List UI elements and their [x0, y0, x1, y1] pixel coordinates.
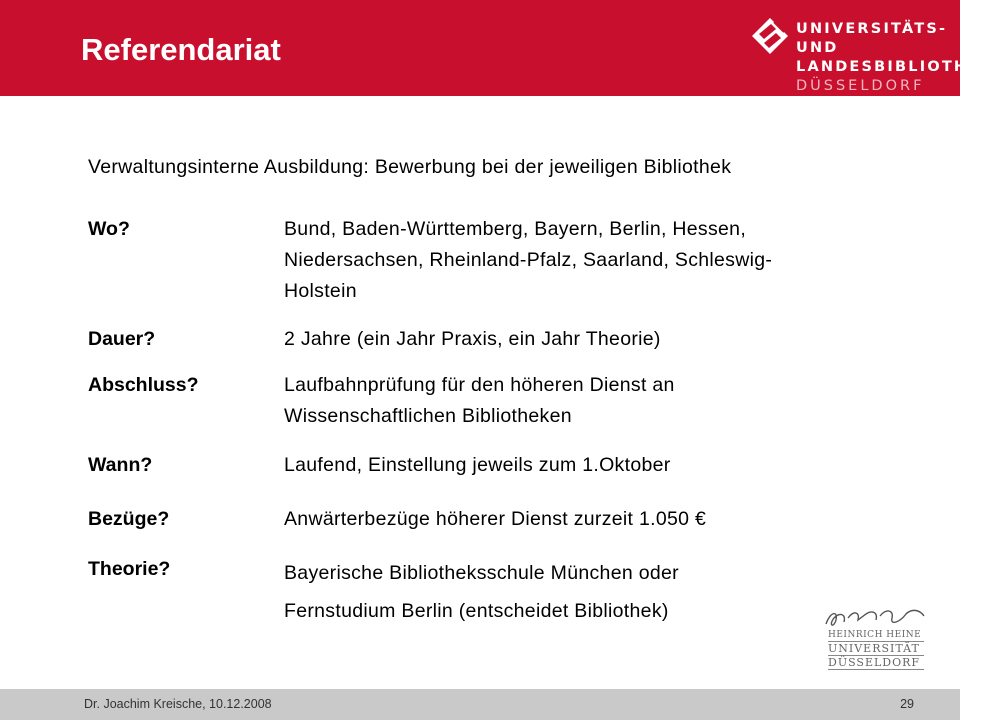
- library-logo: [748, 12, 994, 94]
- logo-line-1: UNIVERSITÄTS- UND: [796, 21, 948, 56]
- value-theorie: [284, 554, 884, 630]
- value-line: Anwärterbezüge höherer Dienst zurzeit 1.050 €: [284, 508, 707, 530]
- label-wann: Wann?: [88, 454, 153, 476]
- signature-icon: [820, 604, 930, 632]
- value-line: Wissenschaftlichen Bibliotheken: [284, 405, 572, 427]
- seal-line-2: UNIVERSITÄT: [828, 641, 924, 655]
- footer-bar: [0, 689, 960, 720]
- value-line: 2 Jahre (ein Jahr Praxis, ein Jahr Theorie): [284, 328, 661, 350]
- university-seal: [820, 604, 930, 674]
- logo-line-3: DÜSSELDORF: [796, 78, 925, 94]
- value-wo: [284, 214, 884, 307]
- slide-title: Referendariat: [81, 32, 281, 67]
- value-abschluss: [284, 370, 884, 432]
- value-wann: [284, 450, 884, 481]
- label-abschluss: Abschluss?: [88, 374, 199, 396]
- value-line: Fernstudium Berlin (entscheidet Bibliothek): [284, 600, 669, 622]
- seal-line-1: HEINRICH HEINE: [828, 630, 922, 640]
- intro-text: Verwaltungsinterne Ausbildung: Bewerbung bei der jeweiligen Bibliothek: [88, 156, 732, 178]
- label-dauer: Dauer?: [88, 328, 156, 350]
- footer-author-date: Dr. Joachim Kreische, 10.12.2008: [84, 697, 272, 711]
- value-line: Bund, Baden-Württemberg, Bayern, Berlin, Hessen,: [284, 218, 747, 240]
- value-line: Laufend, Einstellung jeweils zum 1.Oktober: [284, 454, 671, 476]
- page-number: 29: [900, 697, 914, 711]
- seal-line-3: DÜSSELDORF: [828, 655, 924, 670]
- value-line: Laufbahnprüfung für den höheren Dienst an: [284, 374, 675, 396]
- header-bar: [0, 0, 994, 96]
- value-line: Niedersachsen, Rheinland-Pfalz, Saarland, Schleswig-: [284, 249, 773, 271]
- seal-text: [828, 630, 924, 670]
- logo-text: [796, 20, 994, 96]
- label-theorie: Theorie?: [88, 558, 171, 580]
- value-bezuege: [284, 504, 884, 535]
- value-line: Bayerische Bibliotheksschule München oder: [284, 562, 679, 584]
- value-dauer: [284, 324, 884, 355]
- logo-line-2: LANDESBIBLIOTHEK: [796, 59, 994, 75]
- ulb-logo-icon: [750, 16, 790, 56]
- label-wo: Wo?: [88, 218, 130, 240]
- value-line: Holstein: [284, 280, 357, 302]
- label-bezuege: Bezüge?: [88, 508, 170, 530]
